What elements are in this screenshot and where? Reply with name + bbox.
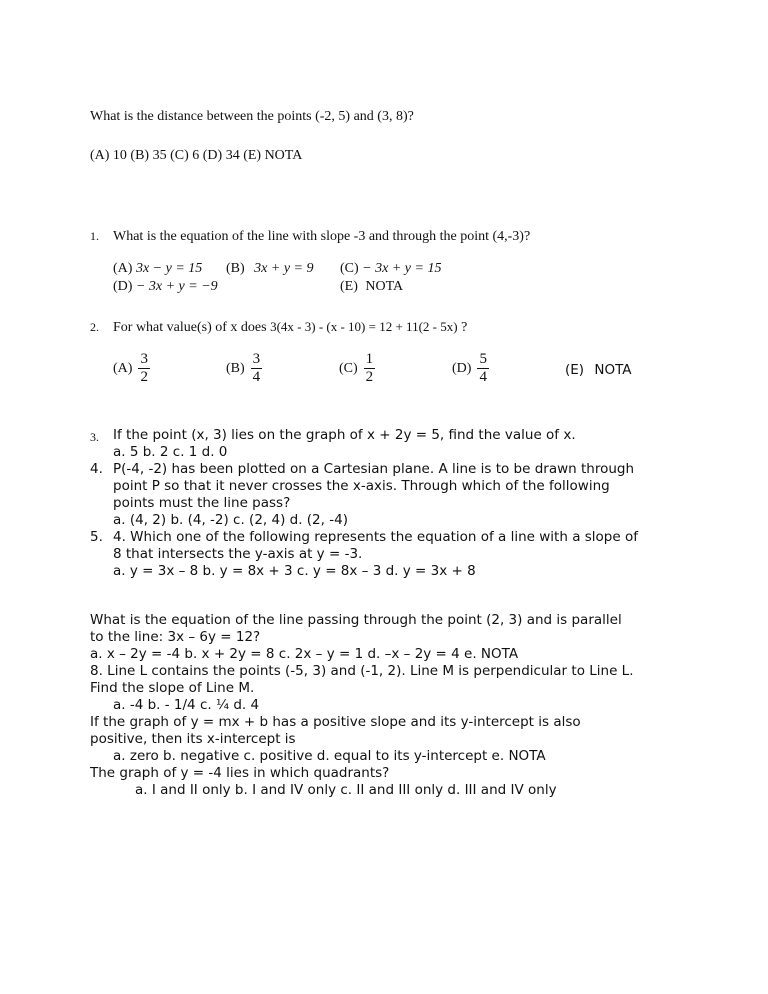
question-5-choices: a. y = 3x – 8 b. y = 8x + 3 c. y = 8x – 3 d. y = 3x + 8 [113,563,476,579]
question-intercept-line-1: If the graph of y = mx + b has a positive slope and its y-intercept is also [90,714,581,730]
question-8-line-1: 8. Line L contains the points (-5, 3) and (-1, 2). Line M is perpendicular to Line L. [90,663,634,679]
option-a-equation: 3x − y = 15 [135,261,203,276]
fraction-numerator: 3 [140,351,148,367]
question-3-choices: a. 5 b. 2 c. 1 d. 0 [113,444,228,460]
question-2-equation: 3(4x - 3) - (x - 10) = 12 + 11(2 - 5x) [270,319,458,334]
question-1-option-d [113,278,218,295]
fraction-numerator: 1 [365,351,374,367]
question-4-line-2: point P so that it never crosses the x-axis. Through which of the following [113,478,610,494]
fraction-denominator: 2 [140,369,148,385]
question-quadrants-choices: a. I and II only b. I and IV only c. II and III only d. III and IV only [135,782,557,798]
question-2-text: For what value(s) of x does [113,320,267,335]
fraction-denominator: 4 [252,369,261,385]
fraction-numerator: 5 [479,351,487,367]
question-2-option-a [113,352,150,385]
fraction-numerator: 3 [252,351,261,367]
question-8-choices: a. -4 b. - 1/4 c. ¼ d. 4 [113,697,260,713]
option-c-fraction [364,352,376,385]
question-2-options [113,352,673,392]
question-1 [90,228,99,245]
option-d-equation: − 3x + y = −9 [135,279,218,294]
option-e-label: (E) [565,362,585,378]
option-c-label: (C) [340,261,359,276]
question-1-option-b [226,260,314,277]
question-3-text: If the point (x, 3) lies on the graph of x + 2y = 5, find the value of x. [113,427,576,443]
question-3-number: 3. [90,430,99,444]
question-intercept-line-2: positive, then its x-intercept is [90,731,296,747]
option-b-label: (B) [226,261,245,276]
fraction-denominator: 4 [479,369,487,385]
fraction-denominator: 2 [365,369,374,385]
option-d-fraction [477,352,489,385]
question-4-line-1: P(-4, -2) has been plotted on a Cartesian plane. A line is to be drawn through [113,461,635,477]
question-8-line-2: Find the slope of Line M. [90,680,255,696]
question-parallel-line-1: What is the equation of the line passing through the point (2, 3) and is parallel [90,612,622,628]
question-distance-text: What is the distance between the points (-2, 5) and (3, 8)? [90,109,414,124]
question-2-question-mark: ? [461,320,468,335]
question-1-option-e [340,278,403,295]
option-a-label: (A) [113,360,133,376]
option-d-label: (D) [113,279,133,294]
question-intercept-choices: a. zero b. negative c. positive d. equal to its y-intercept e. NOTA [113,748,546,764]
option-e-label: (E) [340,279,358,294]
question-4-choices: a. (4, 2) b. (4, -2) c. (2, 4) d. (2, -4) [113,512,348,528]
option-b-fraction [251,352,263,385]
option-b-equation: 3x + y = 9 [254,261,314,276]
question-4-number: 4. [90,461,103,477]
option-d-label: (D) [452,360,472,376]
question-2-text-line [113,318,467,336]
question-2-option-e [565,362,632,378]
question-2-option-c [339,352,375,385]
option-e-text: NOTA [365,279,404,294]
question-parallel-line-2: to the line: 3x – 6y = 12? [90,629,261,645]
question-2-option-d [452,352,489,385]
question-4-line-3: points must the line pass? [113,495,291,511]
question-2-number: 2. [90,320,99,334]
option-c-label: (C) [339,360,358,376]
question-distance-choices: (A) 10 (B) 35 (C) 6 (D) 34 (E) NOTA [90,148,303,163]
option-e-text: NOTA [594,362,632,378]
question-2-option-b [226,352,262,385]
option-c-equation: − 3x + y = 15 [362,261,442,276]
option-b-label: (B) [226,360,245,376]
question-1-text: What is the equation of the line with slope -3 and through the point (4,-3)? [113,229,531,244]
question-5-line-2: 8 that intersects the y-axis at y = -3. [113,546,363,562]
question-1-option-a [113,260,202,277]
question-1-number: 1. [90,229,99,243]
option-a-label: (A) [113,261,133,276]
question-5-line-1: 4. Which one of the following represents the equation of a line with a slope of [113,529,638,545]
question-quadrants-line-1: The graph of y = -4 lies in which quadrants? [90,765,390,781]
option-a-fraction [138,352,150,385]
question-1-option-c [340,260,441,277]
question-5-number: 5. [90,529,103,545]
question-parallel-choices: a. x – 2y = -4 b. x + 2y = 8 c. 2x – y = 1 d. –x – 2y = 4 e. NOTA [90,646,519,662]
